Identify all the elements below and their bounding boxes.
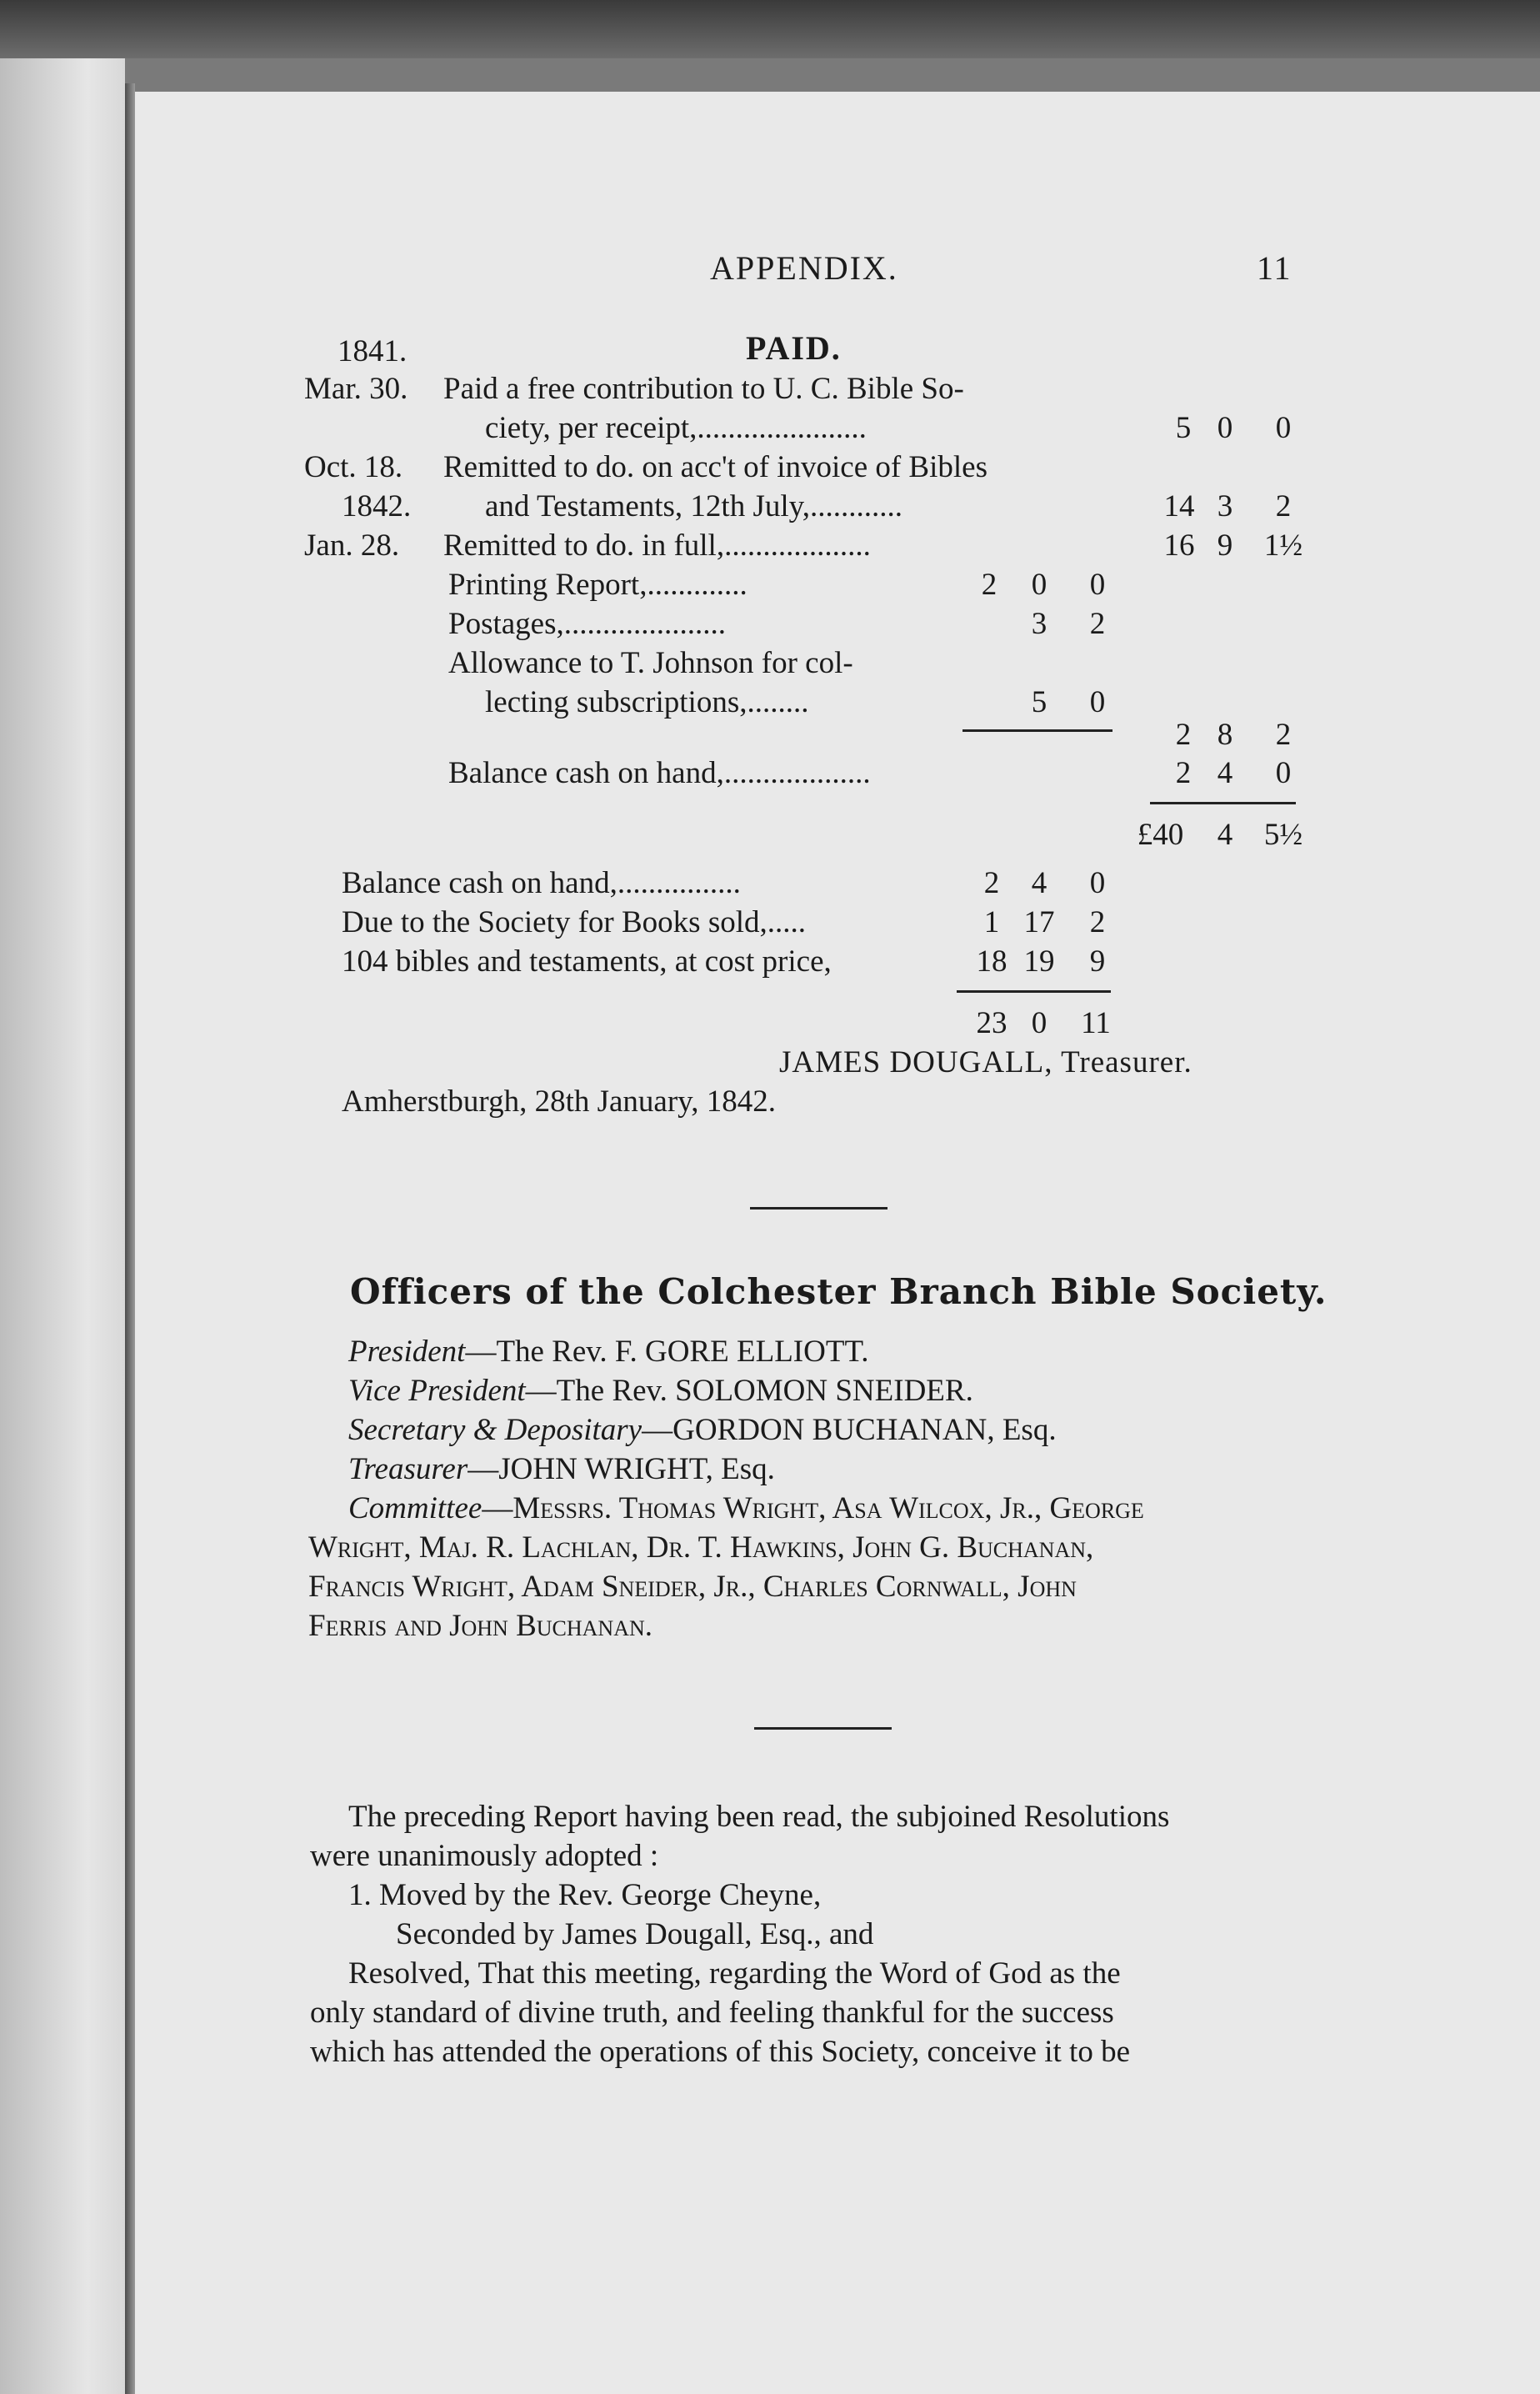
entry-text: lecting subscriptions,........ <box>485 685 809 719</box>
entry-text: ciety, per receipt,...................... <box>485 411 867 445</box>
committee-line: Francis Wright, Adam Sneider, Jr., Charles Cornwall, John <box>308 1570 1077 1604</box>
amount-pence: 2 <box>1275 489 1292 523</box>
year-1841: 1841. <box>338 334 408 368</box>
president-role: President <box>348 1335 466 1369</box>
amount-pounds: 16 <box>1163 528 1195 563</box>
place-date: Amherstburgh, 28th January, 1842. <box>342 1084 777 1119</box>
resolution-line: The preceding Report having been read, the subjoined Resolutions <box>348 1800 1170 1834</box>
balance-pence: 0 <box>1275 756 1292 790</box>
summary-total-rule <box>957 990 1111 993</box>
balance-pounds: 2 <box>1175 756 1192 790</box>
section-divider <box>750 1207 888 1210</box>
subtotal-rule <box>962 729 1112 732</box>
summary-pence: 0 <box>1089 866 1106 900</box>
resolution-line: which has attended the operations of this Society, conceive it to be <box>310 2035 1130 2069</box>
sub-shillings: 5 <box>1031 685 1048 719</box>
total-pence: 5½ <box>1263 818 1303 852</box>
secretary-name: —GORDON BUCHANAN, Esq. <box>642 1413 1057 1447</box>
vice-president-name: —The Rev. SOLOMON SNEIDER. <box>525 1374 973 1408</box>
sub-pence: 0 <box>1089 568 1106 602</box>
sub-pence: 0 <box>1089 685 1106 719</box>
amount-shillings: 0 <box>1217 411 1233 445</box>
treasurer-name: —JOHN WRIGHT, Esq. <box>468 1452 775 1486</box>
subtotal-pounds: 2 <box>1175 718 1192 752</box>
resolution-line: only standard of divine truth, and feeling thankful for the success <box>310 1996 1114 2030</box>
summary-total-pounds: 23 <box>976 1006 1008 1040</box>
entry-date: Jan. 28. <box>304 528 400 563</box>
summary-row: Due to the Society for Books sold,..... <box>342 905 807 939</box>
entry-text: Paid a free contribution to U. C. Bible So- <box>443 372 964 406</box>
entry-text: Postages,..................... <box>448 607 726 641</box>
entry-text: Printing Report,............. <box>448 568 748 602</box>
entry-date: Mar. 30. <box>304 372 408 406</box>
subtotal-pence: 2 <box>1275 718 1292 752</box>
committee-line: Wright, Maj. R. Lachlan, Dr. T. Hawkins, John G. Buchanan, <box>308 1530 1094 1565</box>
committee-line: Ferris and John Buchanan. <box>308 1609 652 1643</box>
committee-role: Committee <box>348 1491 482 1525</box>
summary-pounds: 2 <box>983 866 1000 900</box>
resolution-line: Seconded by James Dougall, Esq., and <box>396 1917 874 1951</box>
subtotal-shillings: 8 <box>1217 718 1233 752</box>
total-shillings: 4 <box>1217 818 1233 852</box>
entry-text: and Testaments, 12th July,............ <box>485 489 902 523</box>
amount-pence: 1½ <box>1263 528 1303 563</box>
entry-text: Remitted to do. on acc't of invoice of Bibles <box>443 450 988 484</box>
book-gutter <box>125 83 135 2394</box>
secretary-role: Secretary & Depositary <box>348 1413 642 1447</box>
summary-total-pence: 11 <box>1081 1006 1111 1040</box>
balance-label: Balance cash on hand,................... <box>448 756 871 790</box>
treasurer-signature: JAMES DOUGALL, Treasurer. <box>779 1045 1192 1079</box>
amount-pounds: 5 <box>1175 411 1192 445</box>
sub-shillings: 3 <box>1031 607 1048 641</box>
resolution-line: Resolved, That this meeting, regarding the Word of God as the <box>348 1956 1121 1991</box>
entry-date: Oct. 18. <box>304 450 403 484</box>
balance-shillings: 4 <box>1217 756 1233 790</box>
summary-shillings: 17 <box>1023 905 1055 939</box>
entry-text: Remitted to do. in full,................... <box>443 528 871 563</box>
scan-border-top <box>0 0 1540 58</box>
year-1842: 1842. <box>342 489 412 523</box>
running-head-title: APPENDIX. <box>710 249 898 287</box>
summary-shillings: 19 <box>1023 944 1055 979</box>
president-name: —The Rev. F. GORE ELLIOTT. <box>465 1335 869 1369</box>
sub-pounds: 2 <box>981 568 998 602</box>
summary-row: 104 bibles and testaments, at cost price, <box>342 944 832 979</box>
section-divider <box>754 1727 892 1730</box>
treasurer-role: Treasurer <box>348 1452 468 1486</box>
committee-line: —Messrs. Thomas Wright, Asa Wilcox, Jr., George <box>482 1491 1144 1525</box>
amount-shillings: 3 <box>1217 489 1233 523</box>
summary-pounds: 1 <box>983 905 1000 939</box>
summary-shillings: 4 <box>1031 866 1048 900</box>
amount-pence: 0 <box>1275 411 1292 445</box>
amount-pounds: 14 <box>1163 489 1195 523</box>
officers-heading: Officers of the Colchester Branch Bible Society. <box>350 1271 1328 1312</box>
resolution-line: 1. Moved by the Rev. George Cheyne, <box>348 1878 822 1912</box>
sub-pence: 2 <box>1089 607 1106 641</box>
summary-total-shillings: 0 <box>1031 1006 1048 1040</box>
paid-heading: PAID. <box>746 329 842 367</box>
facing-page-edge <box>0 58 125 2394</box>
amount-shillings: 9 <box>1217 528 1233 563</box>
summary-pence: 9 <box>1089 944 1106 979</box>
resolution-line: were unanimously adopted : <box>310 1839 659 1873</box>
summary-pounds: 18 <box>976 944 1008 979</box>
total-pounds: £40 <box>1137 818 1184 852</box>
vice-president-role: Vice President <box>348 1374 526 1408</box>
total-rule <box>1150 802 1296 804</box>
summary-row: Balance cash on hand,................ <box>342 866 741 900</box>
sub-shillings: 0 <box>1031 568 1048 602</box>
summary-pence: 2 <box>1089 905 1106 939</box>
entry-text: Allowance to T. Johnson for col- <box>448 646 853 680</box>
page-number: 11 <box>1257 249 1292 287</box>
